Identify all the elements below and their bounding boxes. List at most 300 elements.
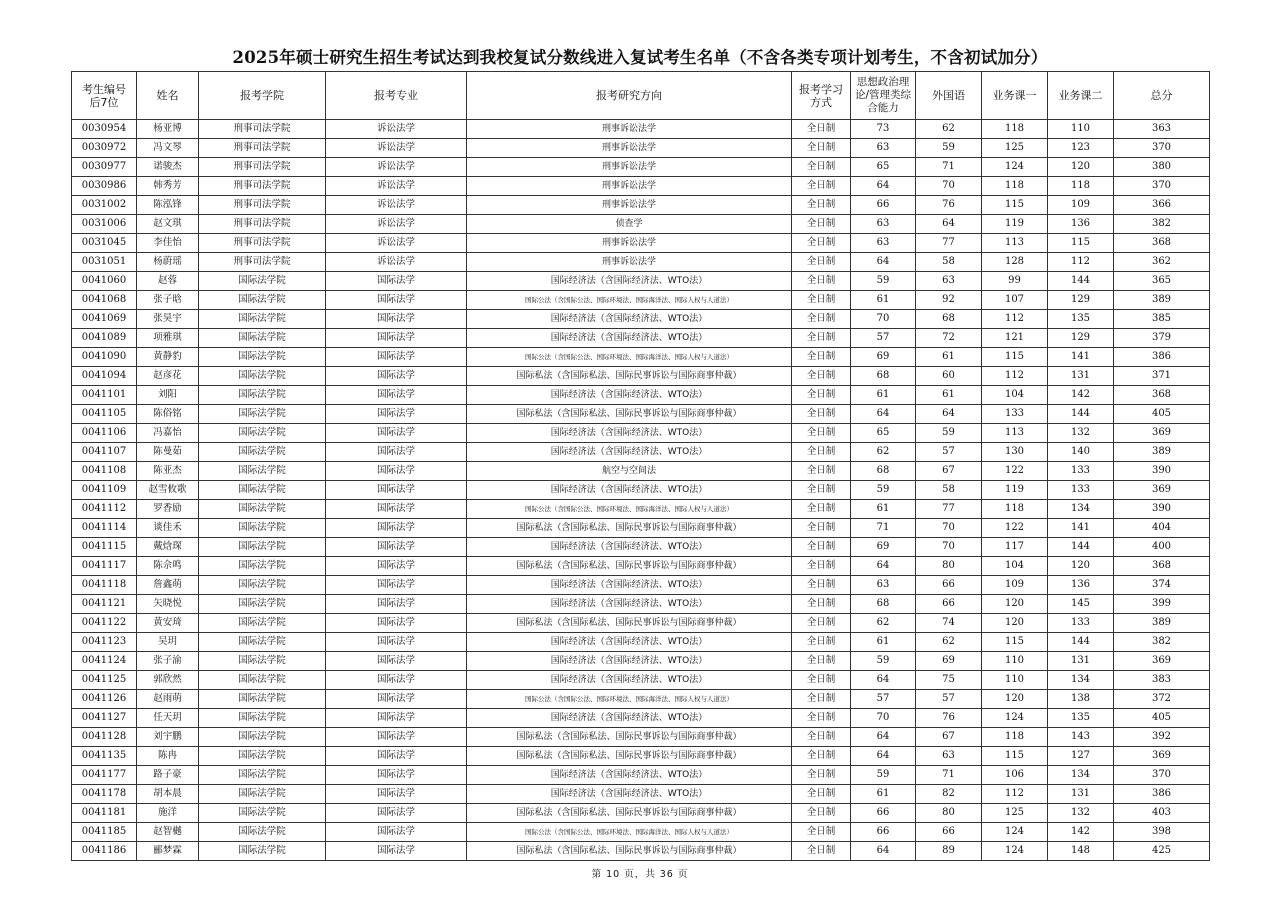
cell-foreign: 66: [916, 576, 982, 595]
cell-politics: 59: [851, 652, 916, 671]
cell-direction: 国际私法（含国际私法、国际民事诉讼与国际商事仲裁）: [467, 804, 792, 823]
cell-name: 陈曼茹: [137, 443, 199, 462]
cell-mode: 全日制: [792, 443, 851, 462]
cell-major: 国际法学: [326, 443, 467, 462]
cell-direction: 国际私法（含国际私法、国际民事诉讼与国际商事仲裁）: [467, 842, 792, 861]
cell-mode: 全日制: [792, 671, 851, 690]
cell-school: 刑事司法学院: [199, 158, 326, 177]
cell-name: 杨蔚瑶: [137, 253, 199, 272]
cell-course1: 122: [982, 519, 1048, 538]
cell-id: 0041128: [72, 728, 137, 747]
cell-direction: 国际经济法（含国际经济法、WTO法）: [467, 310, 792, 329]
cell-course2: 131: [1048, 785, 1114, 804]
cell-id: 0041121: [72, 595, 137, 614]
cell-total: 425: [1114, 842, 1210, 861]
cell-politics: 65: [851, 424, 916, 443]
cell-course2: 131: [1048, 367, 1114, 386]
cell-direction: 国际私法（含国际私法、国际民事诉讼与国际商事仲裁）: [467, 728, 792, 747]
cell-id: 0031002: [72, 196, 137, 215]
table-row: [72, 462, 1210, 481]
cell-school: 国际法学院: [199, 633, 326, 652]
cell-foreign: 63: [916, 747, 982, 766]
cell-direction: 国际公法（含国际公法、国际环境法、国际海洋法、国际人权与人道法）: [467, 500, 792, 519]
cell-course1: 99: [982, 272, 1048, 291]
cell-id: 0041178: [72, 785, 137, 804]
table-row: [72, 842, 1210, 861]
cell-school: 国际法学院: [199, 709, 326, 728]
cell-politics: 66: [851, 196, 916, 215]
cell-foreign: 58: [916, 481, 982, 500]
cell-id: 0041112: [72, 500, 137, 519]
cell-course1: 118: [982, 120, 1048, 139]
cell-course1: 117: [982, 538, 1048, 557]
cell-foreign: 76: [916, 196, 982, 215]
cell-school: 国际法学院: [199, 481, 326, 500]
cell-major: 国际法学: [326, 728, 467, 747]
cell-school: 国际法学院: [199, 690, 326, 709]
cell-course1: 119: [982, 481, 1048, 500]
cell-course1: 109: [982, 576, 1048, 595]
cell-school: 刑事司法学院: [199, 215, 326, 234]
cell-course1: 120: [982, 595, 1048, 614]
cell-course2: 112: [1048, 253, 1114, 272]
cell-course1: 128: [982, 253, 1048, 272]
table-row: [72, 367, 1210, 386]
cell-politics: 62: [851, 614, 916, 633]
cell-name: 项雅琪: [137, 329, 199, 348]
cell-direction: 国际公法（含国际公法、国际环境法、国际海洋法、国际人权与人道法）: [467, 291, 792, 310]
cell-id: 0041177: [72, 766, 137, 785]
cell-school: 国际法学院: [199, 576, 326, 595]
table-row: [72, 424, 1210, 443]
table-row: [72, 785, 1210, 804]
cell-name: 陈冉: [137, 747, 199, 766]
cell-mode: 全日制: [792, 424, 851, 443]
cell-foreign: 82: [916, 785, 982, 804]
cell-course2: 133: [1048, 481, 1114, 500]
cell-name: 冯文琴: [137, 139, 199, 158]
cell-mode: 全日制: [792, 823, 851, 842]
cell-mode: 全日制: [792, 462, 851, 481]
cell-school: 国际法学院: [199, 785, 326, 804]
cell-total: 369: [1114, 424, 1210, 443]
table-row: [72, 443, 1210, 462]
cell-direction: 国际私法（含国际私法、国际民事诉讼与国际商事仲裁）: [467, 519, 792, 538]
cell-direction: 国际经济法（含国际经济法、WTO法）: [467, 329, 792, 348]
cell-foreign: 57: [916, 690, 982, 709]
cell-id: 0041106: [72, 424, 137, 443]
cell-foreign: 61: [916, 348, 982, 367]
cell-direction: 刑事诉讼法学: [467, 120, 792, 139]
cell-course1: 121: [982, 329, 1048, 348]
header-id: 考生编号后7位: [72, 72, 137, 120]
cell-politics: 64: [851, 747, 916, 766]
cell-school: 国际法学院: [199, 386, 326, 405]
cell-major: 国际法学: [326, 310, 467, 329]
cell-major: 诉讼法学: [326, 158, 467, 177]
table-row: [72, 804, 1210, 823]
cell-foreign: 59: [916, 424, 982, 443]
cell-direction: 国际经济法（含国际经济法、WTO法）: [467, 671, 792, 690]
cell-major: 国际法学: [326, 804, 467, 823]
cell-course2: 136: [1048, 215, 1114, 234]
cell-foreign: 75: [916, 671, 982, 690]
cell-politics: 68: [851, 367, 916, 386]
cell-foreign: 64: [916, 215, 982, 234]
cell-course1: 115: [982, 196, 1048, 215]
cell-name: 陈泓锋: [137, 196, 199, 215]
table-row: [72, 405, 1210, 424]
cell-course2: 123: [1048, 139, 1114, 158]
cell-direction: 国际经济法（含国际经济法、WTO法）: [467, 652, 792, 671]
cell-politics: 64: [851, 405, 916, 424]
cell-total: 374: [1114, 576, 1210, 595]
cell-course2: 135: [1048, 709, 1114, 728]
cell-name: 陈俗铭: [137, 405, 199, 424]
cell-major: 诉讼法学: [326, 120, 467, 139]
cell-direction: 侦查学: [467, 215, 792, 234]
cell-politics: 66: [851, 823, 916, 842]
cell-course2: 134: [1048, 671, 1114, 690]
cell-mode: 全日制: [792, 804, 851, 823]
cell-total: 370: [1114, 139, 1210, 158]
cell-direction: 刑事诉讼法学: [467, 139, 792, 158]
cell-name: 韩秀芳: [137, 177, 199, 196]
cell-direction: 刑事诉讼法学: [467, 196, 792, 215]
cell-course2: 144: [1048, 405, 1114, 424]
cell-foreign: 70: [916, 177, 982, 196]
cell-total: 389: [1114, 614, 1210, 633]
table-row: [72, 671, 1210, 690]
cell-id: 0041185: [72, 823, 137, 842]
cell-politics: 63: [851, 215, 916, 234]
cell-mode: 全日制: [792, 234, 851, 253]
cell-id: 0041127: [72, 709, 137, 728]
cell-major: 国际法学: [326, 747, 467, 766]
cell-id: 0030954: [72, 120, 137, 139]
cell-politics: 63: [851, 576, 916, 595]
cell-foreign: 71: [916, 158, 982, 177]
cell-course2: 133: [1048, 462, 1114, 481]
cell-course1: 112: [982, 367, 1048, 386]
cell-name: 刘宇鹏: [137, 728, 199, 747]
table-row: [72, 329, 1210, 348]
cell-id: 0041118: [72, 576, 137, 595]
cell-school: 国际法学院: [199, 310, 326, 329]
cell-id: 0031045: [72, 234, 137, 253]
cell-foreign: 74: [916, 614, 982, 633]
cell-major: 国际法学: [326, 386, 467, 405]
cell-foreign: 76: [916, 709, 982, 728]
cell-total: 366: [1114, 196, 1210, 215]
table-row: [72, 272, 1210, 291]
cell-direction: 国际经济法（含国际经济法、WTO法）: [467, 576, 792, 595]
cell-course1: 115: [982, 747, 1048, 766]
cell-major: 国际法学: [326, 367, 467, 386]
cell-total: 368: [1114, 386, 1210, 405]
cell-name: 冯嘉怡: [137, 424, 199, 443]
cell-foreign: 70: [916, 519, 982, 538]
cell-course1: 133: [982, 405, 1048, 424]
cell-school: 国际法学院: [199, 766, 326, 785]
cell-id: 0041126: [72, 690, 137, 709]
header-total: 总分: [1114, 72, 1210, 120]
table-row: [72, 291, 1210, 310]
cell-major: 国际法学: [326, 329, 467, 348]
cell-politics: 61: [851, 633, 916, 652]
cell-total: 365: [1114, 272, 1210, 291]
cell-total: 362: [1114, 253, 1210, 272]
cell-course2: 145: [1048, 595, 1114, 614]
cell-school: 国际法学院: [199, 329, 326, 348]
cell-politics: 63: [851, 139, 916, 158]
cell-name: 张昊宇: [137, 310, 199, 329]
cell-mode: 全日制: [792, 405, 851, 424]
cell-direction: 国际公法（含国际公法、国际环境法、国际海洋法、国际人权与人道法）: [467, 690, 792, 709]
table-row: [72, 538, 1210, 557]
cell-school: 刑事司法学院: [199, 234, 326, 253]
cell-politics: 59: [851, 766, 916, 785]
cell-id: 0041105: [72, 405, 137, 424]
cell-course2: 144: [1048, 272, 1114, 291]
cell-school: 国际法学院: [199, 348, 326, 367]
cell-mode: 全日制: [792, 728, 851, 747]
cell-school: 国际法学院: [199, 519, 326, 538]
cell-direction: 航空与空间法: [467, 462, 792, 481]
cell-mode: 全日制: [792, 576, 851, 595]
cell-course1: 113: [982, 234, 1048, 253]
cell-total: 392: [1114, 728, 1210, 747]
cell-course1: 110: [982, 652, 1048, 671]
cell-name: 施洋: [137, 804, 199, 823]
cell-total: 386: [1114, 348, 1210, 367]
cell-major: 国际法学: [326, 462, 467, 481]
cell-politics: 62: [851, 443, 916, 462]
table-row: [72, 139, 1210, 158]
cell-id: 0041124: [72, 652, 137, 671]
cell-school: 国际法学院: [199, 842, 326, 861]
cell-name: 陈亚杰: [137, 462, 199, 481]
cell-course1: 106: [982, 766, 1048, 785]
cell-name: 戴焓琛: [137, 538, 199, 557]
cell-major: 国际法学: [326, 842, 467, 861]
header-direction: 报考研究方向: [467, 72, 792, 120]
cell-mode: 全日制: [792, 766, 851, 785]
cell-course2: 109: [1048, 196, 1114, 215]
cell-course2: 110: [1048, 120, 1114, 139]
cell-course1: 124: [982, 823, 1048, 842]
cell-major: 国际法学: [326, 481, 467, 500]
cell-name: 黄静豹: [137, 348, 199, 367]
cell-total: 369: [1114, 747, 1210, 766]
cell-total: 363: [1114, 120, 1210, 139]
cell-direction: 国际经济法（含国际经济法、WTO法）: [467, 785, 792, 804]
cell-id: 0041114: [72, 519, 137, 538]
cell-total: 390: [1114, 462, 1210, 481]
table-row: [72, 120, 1210, 139]
cell-major: 国际法学: [326, 785, 467, 804]
table-row: [72, 253, 1210, 272]
cell-course2: 120: [1048, 158, 1114, 177]
cell-school: 国际法学院: [199, 291, 326, 310]
cell-mode: 全日制: [792, 120, 851, 139]
cell-mode: 全日制: [792, 177, 851, 196]
cell-total: 368: [1114, 557, 1210, 576]
cell-id: 0041117: [72, 557, 137, 576]
cell-school: 国际法学院: [199, 557, 326, 576]
cell-direction: 国际私法（含国际私法、国际民事诉讼与国际商事仲裁）: [467, 557, 792, 576]
cell-id: 0041107: [72, 443, 137, 462]
cell-foreign: 80: [916, 804, 982, 823]
table-row: [72, 215, 1210, 234]
cell-id: 0041068: [72, 291, 137, 310]
cell-course2: 142: [1048, 386, 1114, 405]
cell-total: 369: [1114, 481, 1210, 500]
cell-major: 国际法学: [326, 348, 467, 367]
cell-id: 0041090: [72, 348, 137, 367]
cell-politics: 68: [851, 595, 916, 614]
cell-name: 赵雪攸歌: [137, 481, 199, 500]
cell-course2: 129: [1048, 329, 1114, 348]
cell-direction: 国际私法（含国际私法、国际民事诉讼与国际商事仲裁）: [467, 747, 792, 766]
cell-course1: 120: [982, 690, 1048, 709]
cell-total: 379: [1114, 329, 1210, 348]
cell-major: 国际法学: [326, 614, 467, 633]
table-row: [72, 500, 1210, 519]
cell-politics: 61: [851, 785, 916, 804]
cell-course2: 134: [1048, 500, 1114, 519]
cell-mode: 全日制: [792, 481, 851, 500]
cell-mode: 全日制: [792, 348, 851, 367]
cell-total: 389: [1114, 443, 1210, 462]
cell-direction: 国际经济法（含国际经济法、WTO法）: [467, 595, 792, 614]
header-mode: 报考学习方式: [792, 72, 851, 120]
cell-course1: 118: [982, 728, 1048, 747]
table-row: [72, 728, 1210, 747]
cell-mode: 全日制: [792, 158, 851, 177]
cell-course2: 115: [1048, 234, 1114, 253]
cell-total: 370: [1114, 766, 1210, 785]
cell-id: 0041125: [72, 671, 137, 690]
cell-course2: 141: [1048, 519, 1114, 538]
cell-course1: 124: [982, 842, 1048, 861]
cell-total: 390: [1114, 500, 1210, 519]
table-row: [72, 481, 1210, 500]
cell-id: 0030977: [72, 158, 137, 177]
cell-foreign: 64: [916, 405, 982, 424]
page-title: 2025年硕士研究生招生考试达到我校复试分数线进入复试考生名单（不含各类专项计划考生，不含初试加分）: [232, 48, 1048, 67]
cell-foreign: 62: [916, 633, 982, 652]
table-row: [72, 747, 1210, 766]
cell-direction: 国际经济法（含国际经济法、WTO法）: [467, 386, 792, 405]
cell-total: 369: [1114, 652, 1210, 671]
cell-major: 诉讼法学: [326, 253, 467, 272]
cell-name: 谈佳禾: [137, 519, 199, 538]
cell-course2: 138: [1048, 690, 1114, 709]
page-footer: 第 10 页，共 36 页: [591, 869, 689, 880]
cell-total: 398: [1114, 823, 1210, 842]
cell-direction: 国际经济法（含国际经济法、WTO法）: [467, 766, 792, 785]
cell-mode: 全日制: [792, 329, 851, 348]
cell-politics: 64: [851, 177, 916, 196]
cell-course2: 148: [1048, 842, 1114, 861]
cell-foreign: 62: [916, 120, 982, 139]
header-politics: 思想政治理论/管理类综合能力: [851, 72, 916, 120]
cell-name: 诺骏杰: [137, 158, 199, 177]
cell-foreign: 60: [916, 367, 982, 386]
cell-politics: 70: [851, 709, 916, 728]
cell-school: 国际法学院: [199, 804, 326, 823]
cell-direction: 刑事诉讼法学: [467, 177, 792, 196]
cell-school: 刑事司法学院: [199, 196, 326, 215]
cell-name: 刘阳: [137, 386, 199, 405]
cell-course2: 134: [1048, 766, 1114, 785]
cell-course2: 140: [1048, 443, 1114, 462]
table-row: [72, 690, 1210, 709]
table-row: [72, 386, 1210, 405]
cell-total: 400: [1114, 538, 1210, 557]
table-row: [72, 709, 1210, 728]
cell-foreign: 69: [916, 652, 982, 671]
cell-mode: 全日制: [792, 310, 851, 329]
cell-major: 国际法学: [326, 595, 467, 614]
cell-politics: 66: [851, 804, 916, 823]
cell-school: 刑事司法学院: [199, 120, 326, 139]
cell-politics: 64: [851, 253, 916, 272]
cell-foreign: 92: [916, 291, 982, 310]
cell-name: 郦梦霖: [137, 842, 199, 861]
cell-mode: 全日制: [792, 747, 851, 766]
cell-id: 0030972: [72, 139, 137, 158]
cell-total: 399: [1114, 595, 1210, 614]
cell-total: 386: [1114, 785, 1210, 804]
cell-school: 刑事司法学院: [199, 253, 326, 272]
table-row: [72, 766, 1210, 785]
candidate-table: [71, 71, 1210, 861]
cell-foreign: 59: [916, 139, 982, 158]
cell-major: 国际法学: [326, 823, 467, 842]
cell-direction: 国际经济法（含国际经济法、WTO法）: [467, 481, 792, 500]
cell-course2: 131: [1048, 652, 1114, 671]
cell-total: 403: [1114, 804, 1210, 823]
cell-foreign: 72: [916, 329, 982, 348]
cell-course2: 135: [1048, 310, 1114, 329]
table-row: [72, 310, 1210, 329]
cell-politics: 68: [851, 462, 916, 481]
table-row: [72, 177, 1210, 196]
cell-major: 国际法学: [326, 576, 467, 595]
cell-foreign: 80: [916, 557, 982, 576]
cell-mode: 全日制: [792, 690, 851, 709]
table-row: [72, 158, 1210, 177]
cell-major: 诉讼法学: [326, 234, 467, 253]
cell-major: 国际法学: [326, 500, 467, 519]
cell-id: 0041089: [72, 329, 137, 348]
cell-name: 张子渝: [137, 652, 199, 671]
cell-total: 385: [1114, 310, 1210, 329]
cell-total: 382: [1114, 633, 1210, 652]
cell-course1: 120: [982, 614, 1048, 633]
cell-major: 国际法学: [326, 709, 467, 728]
cell-id: 0041101: [72, 386, 137, 405]
cell-total: 389: [1114, 291, 1210, 310]
cell-id: 0041094: [72, 367, 137, 386]
cell-id: 0041181: [72, 804, 137, 823]
cell-name: 黄安琦: [137, 614, 199, 633]
cell-course2: 136: [1048, 576, 1114, 595]
cell-mode: 全日制: [792, 538, 851, 557]
cell-name: 罗香励: [137, 500, 199, 519]
